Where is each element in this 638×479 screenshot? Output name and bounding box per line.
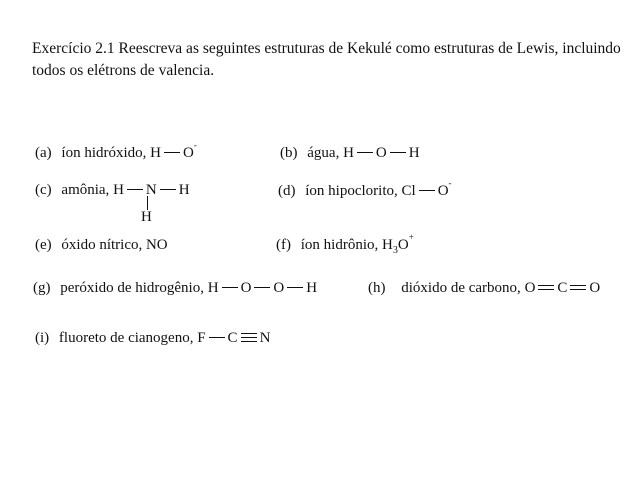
item-b — [280, 144, 420, 162]
item-name: óxido nítrico, NO — [61, 237, 168, 253]
single-bond — [127, 189, 143, 190]
atom: F — [197, 330, 206, 346]
charge: - — [448, 178, 452, 188]
single-bond — [287, 287, 303, 288]
item-g — [33, 279, 317, 297]
item-name: peróxido de hidrogênio, — [60, 280, 204, 296]
item-name: fluoreto de cianogeno, — [58, 330, 194, 346]
single-bond — [254, 287, 270, 288]
charge: - — [193, 140, 197, 150]
item-name: amônia, — [61, 182, 110, 198]
item-label: (e) — [35, 237, 52, 253]
item-name: água, — [307, 145, 340, 161]
item-e — [35, 236, 168, 254]
atom: H — [343, 145, 354, 161]
exercise-title: Exercício 2.1 Reescreva as seguintes estruturas de Kekulé como estruturas de Lewis, incluindo todos os elétrons de valencia. — [32, 40, 621, 79]
item-a — [35, 140, 197, 162]
double-bond — [538, 285, 554, 290]
charge: + — [408, 232, 414, 242]
atom: O — [240, 280, 252, 296]
atom: Cl — [401, 183, 416, 199]
single-bond — [390, 152, 406, 153]
atom: N — [259, 330, 271, 346]
atom: C — [557, 280, 568, 296]
atom: O — [273, 280, 285, 296]
single-bond — [419, 190, 435, 191]
atom-below: H — [141, 209, 152, 225]
item-i — [35, 329, 270, 347]
item-label: (d) — [278, 183, 296, 199]
item-name: íon hidróxido, — [61, 145, 147, 161]
item-name: íon hidrônio, — [300, 237, 379, 253]
single-bond — [164, 152, 180, 153]
item-name: íon hipoclorito, — [305, 183, 398, 199]
item-d — [278, 178, 452, 200]
atom: H — [207, 280, 219, 296]
item-name: dióxido de carbono, — [401, 280, 521, 296]
atom: N — [145, 182, 157, 198]
single-bond — [209, 337, 225, 338]
item-label: (b) — [280, 145, 298, 161]
atom: O — [524, 280, 536, 296]
atom: H — [306, 280, 318, 296]
item-c — [35, 181, 190, 199]
atom: O — [437, 183, 449, 199]
atom: H — [178, 182, 190, 198]
atom: H — [408, 145, 420, 161]
single-bond — [357, 152, 373, 153]
atom: H — [150, 145, 161, 161]
item-f — [276, 232, 414, 256]
item-label: (h) — [368, 280, 386, 296]
subscript: 3 — [392, 245, 398, 256]
item-h — [368, 279, 600, 297]
item-label: (i) — [35, 330, 50, 346]
atom: C — [227, 330, 238, 346]
item-label: (g) — [33, 280, 51, 296]
item-label: (a) — [35, 145, 52, 161]
item-label: (c) — [35, 182, 52, 198]
atom: O — [589, 280, 601, 296]
formula-h: H — [382, 237, 393, 253]
single-bond — [222, 287, 238, 288]
atom: O — [375, 145, 387, 161]
item-label: (f) — [276, 237, 291, 253]
triple-bond — [241, 333, 257, 342]
double-bond — [570, 285, 586, 290]
formula-o: O — [397, 237, 409, 253]
atom: O — [183, 145, 194, 161]
atom: H — [113, 182, 124, 198]
single-bond — [160, 189, 176, 190]
